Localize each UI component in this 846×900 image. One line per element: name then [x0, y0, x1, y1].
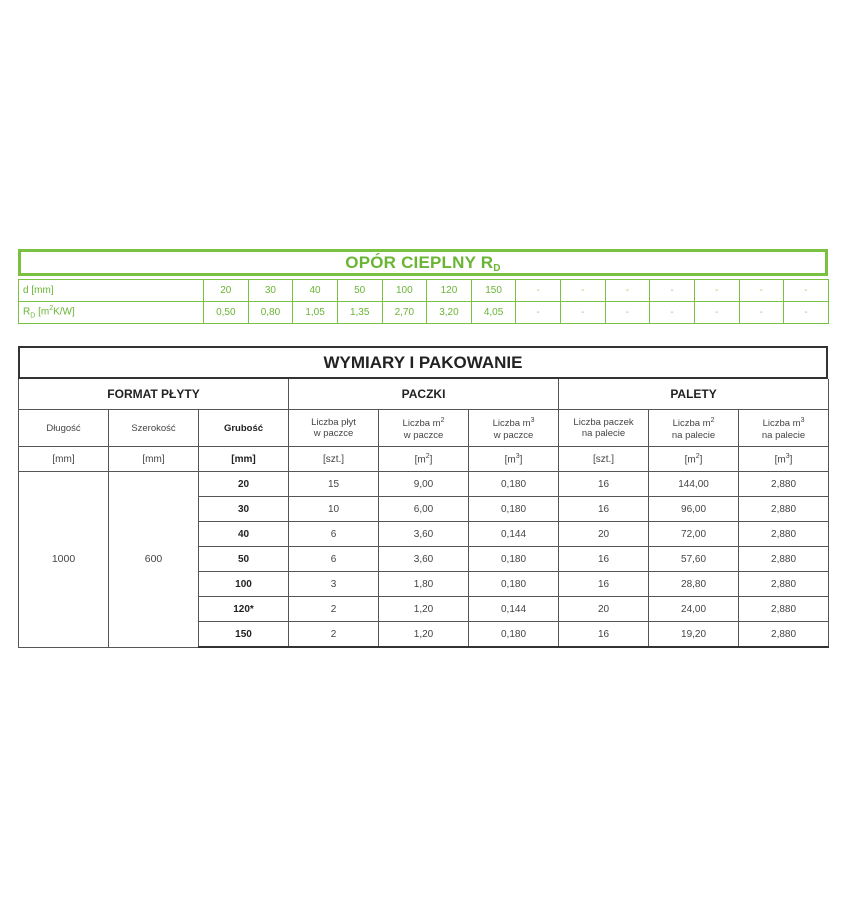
resistance-value: 4,05	[471, 302, 516, 324]
paczek-cell: 16	[559, 572, 649, 597]
dlugosc-value: 1000	[19, 472, 109, 648]
thickness-value: 20	[204, 280, 249, 302]
header-line: Liczba m	[402, 418, 441, 430]
m3-cell: 0,180	[469, 547, 559, 572]
m2-cell: 1,20	[379, 622, 469, 648]
unit-m3	[739, 447, 829, 472]
m2-cell: 6,00	[379, 497, 469, 522]
thickness-value: 150	[471, 280, 516, 302]
resistance-value: -	[561, 302, 606, 324]
pal-m2-cell: 57,60	[649, 547, 739, 572]
header-sup: 2	[440, 417, 445, 425]
header-line: Liczba paczek	[573, 417, 634, 428]
resistance-value: -	[739, 302, 784, 324]
resistance-row	[19, 302, 829, 324]
unit-text: [m	[684, 454, 696, 466]
title-text: OPÓR CIEPLNY R	[345, 253, 494, 272]
m2-cell: 3,60	[379, 522, 469, 547]
unit-text: ]	[699, 454, 703, 466]
header-dlugosc: Długość	[19, 410, 109, 447]
plyt-cell: 3	[289, 572, 379, 597]
pal-m3-cell: 2,880	[739, 597, 829, 622]
unit-sup: 2	[49, 305, 54, 313]
header-sup: 3	[800, 417, 805, 425]
thickness-label: d [mm]	[19, 280, 204, 302]
thickness-value: -	[650, 280, 695, 302]
unit-sup: 2	[425, 452, 430, 460]
column-header-row	[19, 410, 829, 447]
m2-cell: 9,00	[379, 472, 469, 497]
thickness-value: 30	[248, 280, 293, 302]
unit-text: [m	[504, 454, 516, 466]
m3-cell: 0,180	[469, 472, 559, 497]
m3-cell: 0,144	[469, 597, 559, 622]
header-liczba-m2-paleta	[649, 410, 739, 447]
paczek-cell: 16	[559, 547, 649, 572]
unit-text: ]	[789, 454, 793, 466]
header-liczba-m3-paleta	[739, 410, 829, 447]
pal-m3-cell: 2,880	[739, 522, 829, 547]
unit-text: [m	[414, 454, 426, 466]
unit-sup: 3	[515, 452, 520, 460]
pal-m2-cell: 96,00	[649, 497, 739, 522]
title-subscript: D	[493, 263, 501, 274]
thickness-value: -	[516, 280, 561, 302]
grubosc-cell: 20	[199, 472, 289, 497]
plyt-cell: 15	[289, 472, 379, 497]
unit-text: ]	[429, 454, 433, 466]
szerokosc-value: 600	[109, 472, 199, 648]
resistance-value: -	[694, 302, 739, 324]
plyt-cell: 6	[289, 522, 379, 547]
dimensions-packing-title: WYMIARY I PAKOWANIE	[18, 346, 828, 379]
header-liczba-m3-paczka	[469, 410, 559, 447]
m3-cell: 0,144	[469, 522, 559, 547]
grubosc-cell: 30	[199, 497, 289, 522]
header-line: w paczce	[493, 429, 534, 441]
pal-m3-cell: 2,880	[739, 622, 829, 648]
header-line: na palecie	[671, 429, 716, 441]
unit-m2	[379, 447, 469, 472]
header-line: Liczba m	[762, 418, 801, 430]
plyt-cell: 2	[289, 622, 379, 648]
resistance-value: -	[784, 302, 829, 324]
header-line: na palecie	[581, 428, 626, 439]
thickness-value: 40	[293, 280, 338, 302]
paczek-cell: 16	[559, 472, 649, 497]
pal-m2-cell: 19,20	[649, 622, 739, 648]
unit-mm: [mm]	[19, 447, 109, 472]
paczek-cell: 20	[559, 597, 649, 622]
resistance-value: 2,70	[382, 302, 427, 324]
thermal-resistance-table	[18, 249, 828, 324]
unit-szt: [szt.]	[289, 447, 379, 472]
resistance-value: 0,50	[204, 302, 249, 324]
resistance-value: 1,35	[337, 302, 382, 324]
pal-m3-cell: 2,880	[739, 547, 829, 572]
paczek-cell: 16	[559, 622, 649, 648]
group-header-row	[19, 379, 829, 410]
grubosc-cell: 50	[199, 547, 289, 572]
plyt-cell: 10	[289, 497, 379, 522]
pal-m2-cell: 72,00	[649, 522, 739, 547]
unit-m3	[469, 447, 559, 472]
thickness-value: -	[694, 280, 739, 302]
thickness-value: -	[784, 280, 829, 302]
header-line: Liczba m	[672, 418, 711, 430]
header-liczba-plyt	[289, 410, 379, 447]
resistance-label	[19, 302, 204, 324]
unit-sup: 3	[785, 452, 790, 460]
pal-m2-cell: 28,80	[649, 572, 739, 597]
header-line: na palecie	[761, 429, 806, 441]
header-szerokosc: Szerokość	[109, 410, 199, 447]
unit-mm: [mm]	[199, 447, 289, 472]
grubosc-cell: 40	[199, 522, 289, 547]
r-subscript: D	[30, 312, 36, 320]
header-line: Liczba płyt	[311, 417, 356, 428]
unit-sup: 2	[695, 452, 700, 460]
r-letter: R	[23, 306, 31, 318]
pal-m3-cell: 2,880	[739, 472, 829, 497]
unit-m2	[649, 447, 739, 472]
thickness-value: -	[605, 280, 650, 302]
header-sup: 3	[530, 417, 535, 425]
unit-row	[19, 447, 829, 472]
header-line: w paczce	[403, 429, 444, 441]
m2-cell: 1,80	[379, 572, 469, 597]
thickness-value: -	[561, 280, 606, 302]
thickness-value: 100	[382, 280, 427, 302]
header-grubosc: Grubość	[199, 410, 289, 447]
m3-cell: 0,180	[469, 572, 559, 597]
packing-grid	[18, 379, 829, 648]
resistance-value: -	[516, 302, 561, 324]
group-format: FORMAT PŁYTY	[19, 379, 289, 410]
unit-text: [m	[774, 454, 786, 466]
paczek-cell: 16	[559, 497, 649, 522]
pal-m2-cell: 144,00	[649, 472, 739, 497]
resistance-value: 3,20	[427, 302, 472, 324]
header-line: w paczce	[313, 428, 354, 439]
group-paczki: PACZKI	[289, 379, 559, 410]
plyt-cell: 6	[289, 547, 379, 572]
pal-m3-cell: 2,880	[739, 497, 829, 522]
thermal-resistance-grid	[18, 279, 829, 324]
unit-text: ]	[519, 454, 523, 466]
pal-m3-cell: 2,880	[739, 572, 829, 597]
header-liczba-m2-paczka	[379, 410, 469, 447]
unit-szt: [szt.]	[559, 447, 649, 472]
paczek-cell: 20	[559, 522, 649, 547]
table-row	[19, 472, 829, 497]
header-sup: 2	[710, 417, 715, 425]
thickness-value: -	[739, 280, 784, 302]
resistance-value: 1,05	[293, 302, 338, 324]
group-palety: PALETY	[559, 379, 829, 410]
thermal-resistance-title	[18, 249, 828, 276]
grubosc-cell: 100	[199, 572, 289, 597]
header-liczba-paczek	[559, 410, 649, 447]
m3-cell: 0,180	[469, 497, 559, 522]
resistance-value: -	[605, 302, 650, 324]
m3-cell: 0,180	[469, 622, 559, 648]
dimensions-packing-table	[18, 346, 828, 648]
thickness-value: 50	[337, 280, 382, 302]
thickness-value: 120	[427, 280, 472, 302]
unit-mm: [mm]	[109, 447, 199, 472]
grubosc-cell: 120*	[199, 597, 289, 622]
pal-m2-cell: 24,00	[649, 597, 739, 622]
resistance-value: -	[650, 302, 695, 324]
unit-post: K/W]	[53, 306, 75, 318]
header-line: Liczba m	[492, 418, 531, 430]
m2-cell: 1,20	[379, 597, 469, 622]
thickness-row	[19, 280, 829, 302]
resistance-value: 0,80	[248, 302, 293, 324]
m2-cell: 3,60	[379, 547, 469, 572]
plyt-cell: 2	[289, 597, 379, 622]
unit-pre: [m	[35, 306, 50, 318]
grubosc-cell: 150	[199, 622, 289, 648]
